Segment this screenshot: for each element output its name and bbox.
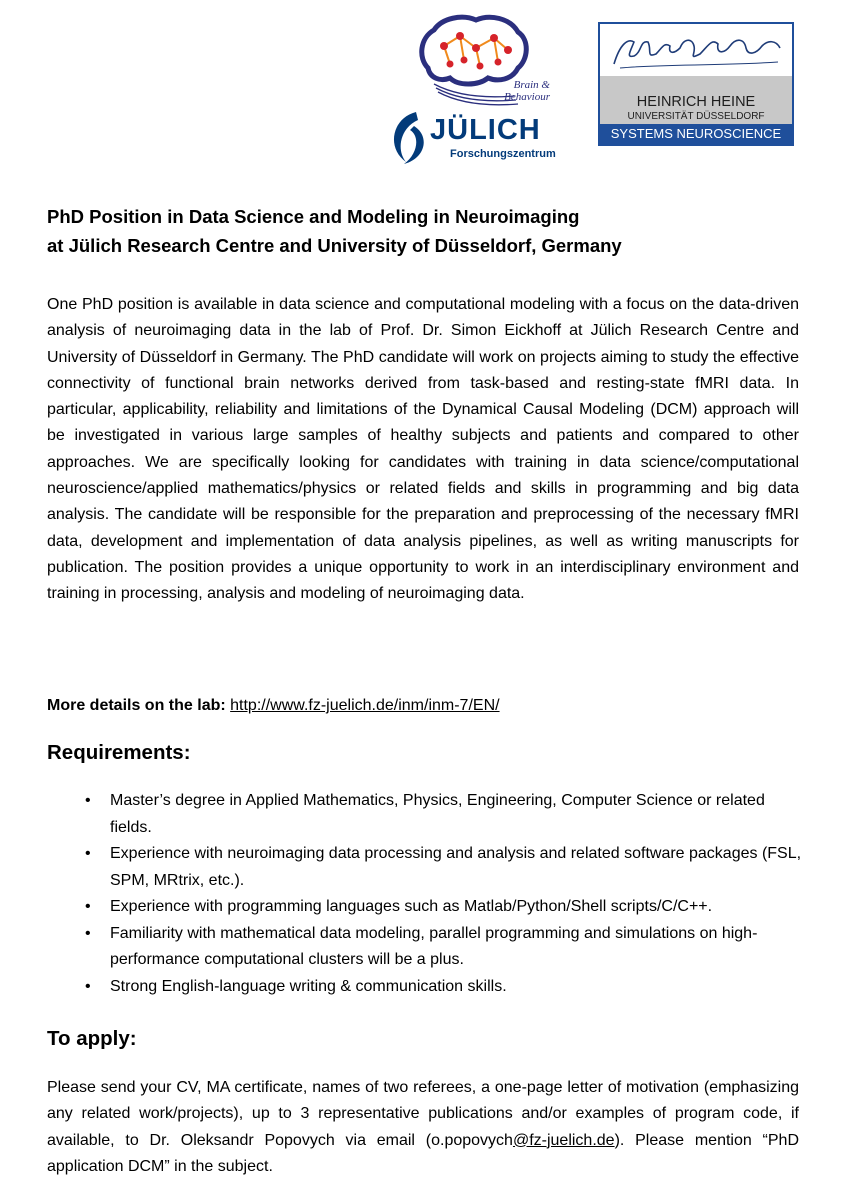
hhu-name: HEINRICH HEINE [636,94,756,110]
hhu-signature [600,24,792,94]
lab-details [47,693,799,719]
list-item [47,921,810,974]
bullet: • [85,977,91,995]
julich-name: JÜLICH [430,114,541,146]
julich-subtitle: Forschungszentrum [450,148,556,160]
bullet: • [85,792,91,809]
bullet: • [85,845,91,862]
bullet: • [85,898,91,915]
list-item [47,841,810,894]
brain-behaviour-caption: Brain & Behaviour [504,79,550,103]
apply-heading: To apply: [47,1027,137,1050]
intro-paragraph: One PhD position is available in data science and computational modeling with a focus on the data-driven analysis of neuroimaging data in the lab of Prof. Dr. Simon Eickhoff at Jülich Research Centre and University of Düsseldorf in Germany. The PhD candidate will work on projects aiming to study the effective connectivity of functional brain networks derived from task-based and resting-state fMRI data. In particular, applicability, reliability and limitations of the Dynamical Causal Modeling (DCM) approach will be investigated in various large samples of healthy subjects and patients and compared to other approaches. We are specifically looking for candidates with training in data science/computational neuroscience/applied mathematics/physics or related fields and skills in programming and big data analysis. The candidate will be responsible for the preparation and preprocessing of the necessary fMRI data, development and implementation of data analysis pipelines, as well as writing manuscripts for publication. The position provides a unique opportunity to work in an interdisciplinary environment and training in processing, analysis and modeling of neuroimaging data. [47,296,799,603]
apply-paragraph [47,1075,799,1180]
julich-swoosh-icon [386,110,430,166]
requirements-heading: Requirements: [47,741,191,764]
lab-details-label: More details on the lab: [47,697,226,714]
brain-behaviour-logo [414,10,550,110]
page-title [47,202,799,260]
hhu-university: UNIVERSITÄT DÜSSELDORF [627,111,765,122]
title-line-2: at Jülich Research Centre and University of Düsseldorf, Germany [47,235,622,256]
signature-icon [600,24,792,80]
email-link[interactable]: @fz-juelich.de [512,1131,615,1149]
julich-logo [386,110,566,166]
apply-text: Please send your CV, MA certificate, names of two referees, a one-page letter of motivation (emphasizing any related work/projects), up to 3 representative publications and/or examples of program code, if available, to Dr. Oleksandr Popovych via email (o.popovych [47,1079,799,1149]
apply-text-end: ). Please mention “PhD application DCM” in the subject. [47,1131,800,1175]
lab-link[interactable]: http://www.fz-juelich.de/inm/inm-7/EN/ [230,697,500,714]
bullet: • [85,924,91,942]
hhu-department-band: SYSTEMS NEUROSCIENCE [600,124,792,144]
requirement-text: Strong English-language writing & communication skills. [110,977,507,995]
requirement-text: Familiarity with mathematical data modeling, parallel programming and simulations on high-performance computational clusters will be a plus. [110,924,758,968]
requirement-text: Experience with neuroimaging data processing and analysis and related software packages (FSL, SPM, MRtrix, etc.). [110,845,802,889]
hhu-systems-neuroscience-logo [598,22,794,146]
list-item [47,894,810,921]
list-item [47,788,810,841]
title-line-1: PhD Position in Data Science and Modeling in Neuroimaging [47,206,580,227]
requirements-list [47,788,802,1000]
list-item [47,974,810,1001]
requirement-text: Experience with programming languages such as Matlab/Python/Shell scripts/C/C++. [110,898,713,915]
requirement-text: Master’s degree in Applied Mathematics, Physics, Engineering, Computer Science or related fields. [110,792,765,836]
